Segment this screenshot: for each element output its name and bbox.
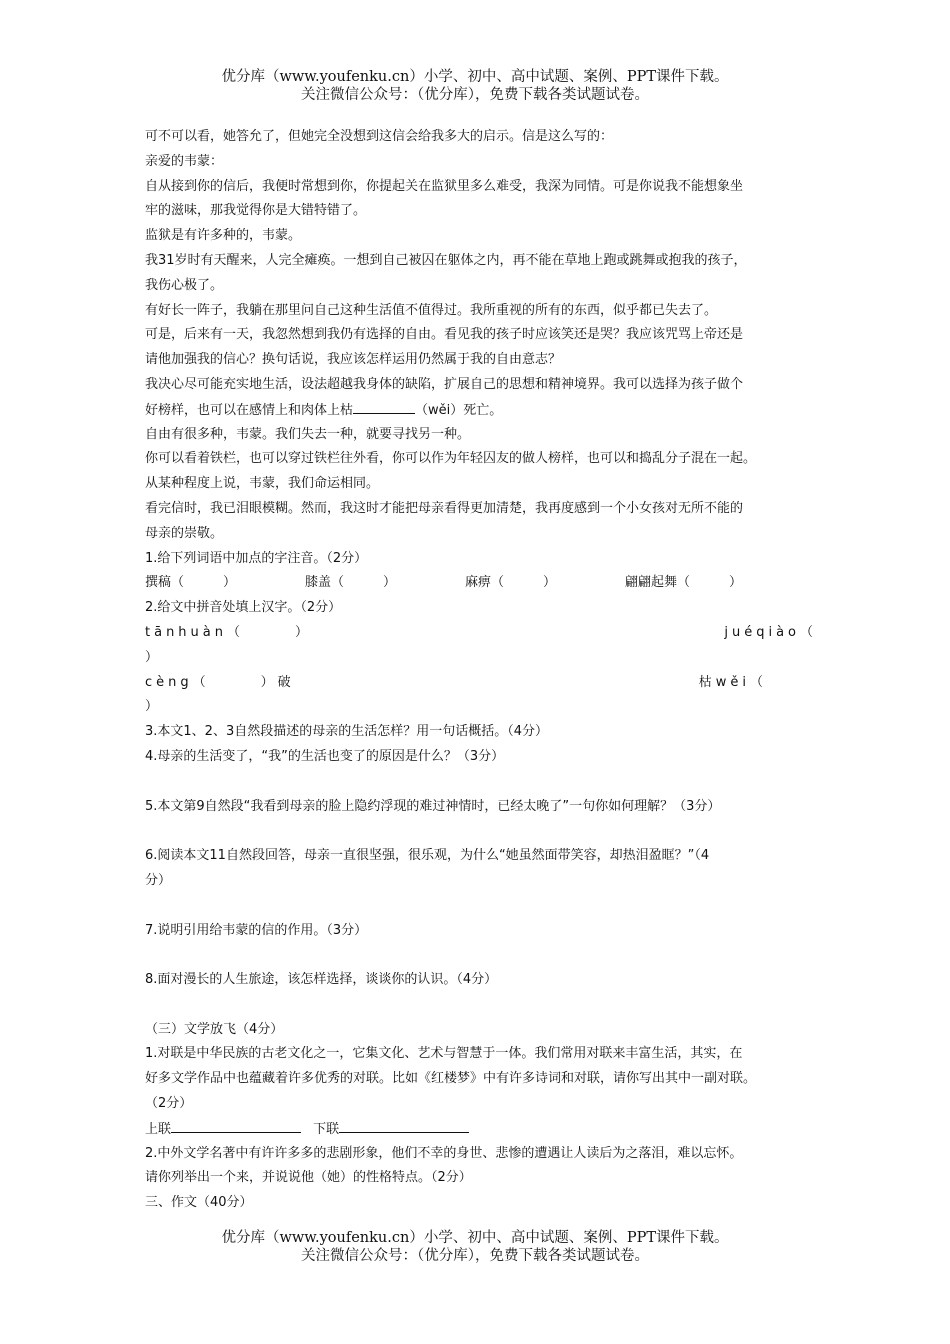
- passage-line: 母亲的崇敬。: [145, 525, 224, 541]
- passage-line-with-blank: [145, 398, 817, 423]
- page-footer: [0, 1229, 950, 1265]
- question-5: 5.本文第9自然段“我看到母亲的脸上隐约浮现的难过神情时，已经太晚了”一句你如何理解？（3分）: [145, 798, 721, 814]
- page-header: [0, 68, 950, 104]
- passage-line: 我31岁时有天醒来，人完全瘫痪。一想到自己被囚在躯体之内，再不能在草地上跑或跳舞或抱我的孩子，: [145, 252, 747, 268]
- passage-line: 我伤心极了。: [145, 277, 224, 293]
- passage-line: 请他加强我的信心？换句话说，我应该怎样运用仍然属于我的自由意志？: [145, 352, 562, 368]
- question-8: 8.面对漫长的人生旅途，该怎样选择，谈谈你的认识。（4分）: [145, 972, 498, 988]
- answer-space: [145, 993, 817, 1018]
- passage-line: 可是，后来有一天，我忽然想到我仍有选择的自由。看见我的孩子时应该笑还是哭？我应该咒骂上帝还是: [145, 327, 744, 343]
- answer-space: [145, 894, 817, 919]
- passage-line: 监狱是有许多种的，韦蒙。: [145, 228, 302, 244]
- header-line-2: 关注微信公众号：（优分库），免费下载各类试题试卷。: [301, 87, 649, 103]
- question-3: 3.本文1、2、3自然段描述的母亲的生活怎样？用一句话概括。（4分）: [145, 724, 548, 740]
- passage-line: 牢的滋味，那我觉得你是大错特错了。: [145, 203, 367, 219]
- paren-close: ）: [145, 649, 159, 665]
- passage-line: 自由有很多种，韦蒙。我们失去一种，就要寻找另一种。: [145, 426, 471, 442]
- question-2-row-2: [145, 671, 817, 696]
- section-3-title: （三）文学放飞（4分）: [145, 1021, 284, 1037]
- passage-line: 可不可以看，她答允了，但她完全没想到这信会给我多大的启示。信是这么写的：: [145, 129, 614, 144]
- answer-space: [145, 819, 817, 844]
- question-4: 4.母亲的生活变了，“我”的生活也变了的原因是什么？（3分）: [145, 748, 505, 764]
- footer-line-2: 关注微信公众号：（优分库），免费下载各类试题试卷。: [301, 1248, 649, 1264]
- section-3-q2: 2.中外文学名著中有许许多多的悲剧形象，他们不幸的身世、悲惨的遭遇让人读后为之落泪，难以忘怀。: [145, 1145, 743, 1161]
- question-2: 2.给文中拼音处填上汉字。（2分）: [145, 600, 342, 616]
- answer-space: [145, 943, 817, 968]
- word-item: 麻痹（ ）: [465, 575, 557, 591]
- question-6: 6.阅读本文11自然段回答，母亲一直很坚强，很乐观，为什么“她虽然面带笑容，却热泪盈眶？”（4: [145, 848, 710, 864]
- section-3-q1: （2分）: [145, 1096, 193, 1112]
- letter-salutation: 亲爱的韦蒙：: [145, 153, 224, 169]
- question-2-row-1: [145, 621, 817, 646]
- question-1-words: [145, 571, 817, 596]
- passage-text: 好榜样，也可以在感情上和肉体上枯: [145, 402, 354, 418]
- upper-couplet-label: 上联: [145, 1121, 172, 1137]
- pinyin-item: cèng（ ）破: [145, 674, 295, 690]
- passage-line: 有好长一阵子，我躺在那里问自己这种生活值不值得过。我所重视的所有的东西，似乎都已失去了。: [145, 302, 718, 318]
- pinyin-item: tānhuàn（ ）: [145, 624, 312, 640]
- passage-line: 看完信时，我已泪眼模糊。然而，我这时才能把母亲看得更加清楚，我再度感到一个小女孩对无所不能的: [145, 500, 744, 516]
- couplet-row: [145, 1117, 817, 1142]
- word-item: 撰稿（ ）: [145, 575, 237, 591]
- section-3-q1: 1.对联是中华民族的古老文化之一，它集文化、艺术与智慧于一体。我们常用对联来丰富生活，其实，在: [145, 1046, 743, 1062]
- footer-line-1: 优分库（www.youfenku.cn）小学、初中、高中试题、案例、PPT课件下载。: [221, 1230, 729, 1246]
- section-3-q1: 好多文学作品中也蕴藏着许多优秀的对联。比如《红楼梦》中有许多诗词和对联，请你写出其中一副对联。: [145, 1071, 757, 1087]
- essay-heading: 三、作文（40分）: [145, 1195, 253, 1211]
- upper-couplet-blank[interactable]: [171, 1117, 301, 1133]
- paren-close: ）: [145, 699, 159, 715]
- answer-space: [145, 770, 817, 795]
- passage-text: （wěi）死亡。: [415, 402, 503, 418]
- document-body: [145, 125, 817, 1216]
- lower-couplet-label: 下联: [313, 1121, 340, 1137]
- question-6-cont: 分）: [145, 872, 172, 888]
- header-line-1: 优分库（www.youfenku.cn）小学、初中、高中试题、案例、PPT课件下载。: [221, 69, 729, 85]
- passage-line: 我决心尽可能充实地生活，设法超越我身体的缺陷，扩展自己的思想和精神境界。我可以选择为孩子做个: [145, 376, 744, 392]
- passage-line: 从某种程度上说，韦蒙，我们命运相同。: [145, 476, 380, 492]
- passage-line: 你可以看着铁栏，也可以穿过铁栏往外看，你可以作为年轻囚友的做人榜样，也可以和捣乱分子混在一起。: [145, 451, 757, 467]
- question-1: 1.给下列词语中加点的字注音。（2分）: [145, 550, 368, 566]
- pinyin-item: 枯wěi（: [698, 674, 767, 690]
- pinyin-item: juéqiào（: [724, 624, 817, 640]
- fill-blank[interactable]: [353, 398, 415, 414]
- question-7: 7.说明引用给韦蒙的信的作用。（3分）: [145, 922, 368, 938]
- word-item: 膝盖（ ）: [305, 575, 397, 591]
- lower-couplet-blank[interactable]: [339, 1117, 469, 1133]
- word-item: 翩翩起舞（ ）: [625, 575, 743, 591]
- section-3-q2: 请你列举出一个来，并说说他（她）的性格特点。（2分）: [145, 1170, 472, 1186]
- passage-line: 自从接到你的信后，我便时常想到你，你提起关在监狱里多么难受，我深为同情。可是你说我不能想象坐: [145, 178, 744, 194]
